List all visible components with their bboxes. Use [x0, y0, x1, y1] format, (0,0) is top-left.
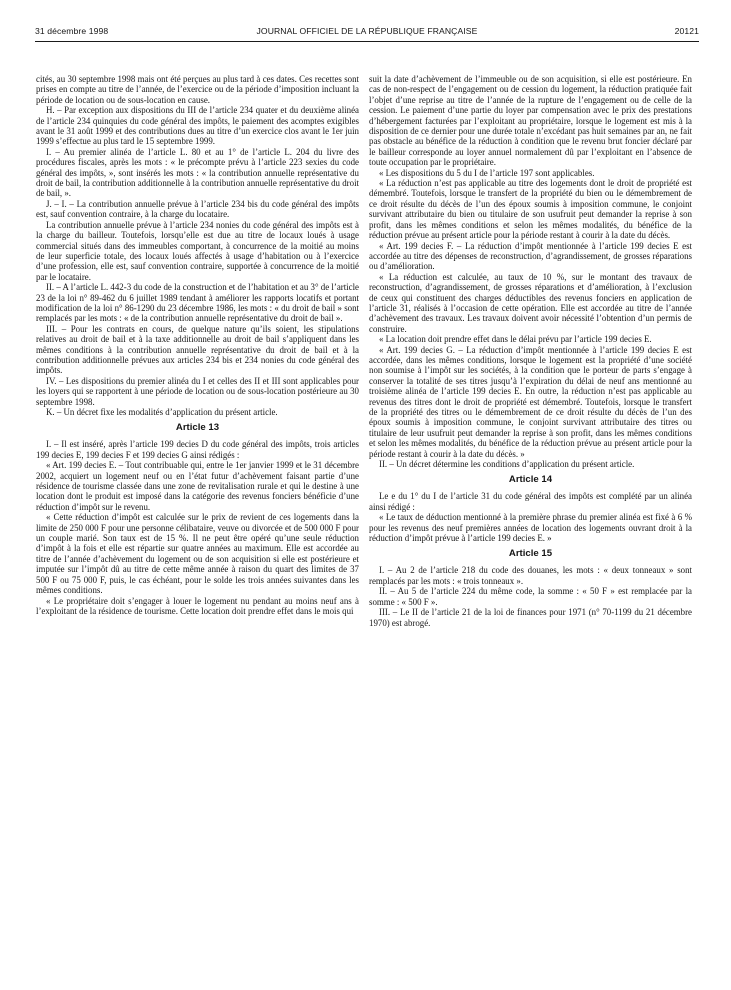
- paragraph: « Les dispositions du 5 du I de l’article 197 sont applicables.: [379, 167, 595, 178]
- page-number: 20121: [674, 26, 699, 36]
- paragraph: I. – Il est inséré, après l’article 199 decies D du code général des impôts, trois articles 199 decies E, 199 decies F et 199 decies G ainsi rédigés :: [36, 439, 359, 460]
- paragraph: « Le taux de déduction mentionné à la première phrase du premier alinéa est fixé à 6 % pour les revenus des neuf premières années de location des logements ouvrant droit à la réduction d’impôt prévue à l’article 199 decies E. »: [369, 512, 692, 544]
- paragraph: La contribution annuelle prévue à l’article 234 nonies du code général des impôts est à la charge du bailleur. Toutefois, lorsqu’elle est due au titre de locaux loués à usage commercial situés dans des immeubles comportant, à concurrence de la moitié au moins de leur superficie totale, des locaux loués affectés à usage d’habitation ou à l’exercice d’une profession, elle est, sauf convention contraire, supportée à concurrence de la moitié par le locataire.: [36, 219, 359, 282]
- header-date: 31 décembre 1998: [35, 26, 109, 36]
- paragraph: II. – A l’article L. 442-3 du code de la construction et de l’habitation et au 3° de l’article 23 de la loi n° 89-462 du 6 juillet 1989 tendant à améliorer les rapports locatifs et portant modification de la loi n° 86-1290 du 23 décembre 1986, les mots : « du droit de bail » sont remplacés par les mots : « de la contribution annuelle représentative du droit de bail ».: [36, 282, 359, 324]
- paragraph: J. – I. – La contribution annuelle prévue à l’article 234 bis du code général des impôts est, sauf convention contraire, à la charge du locataire.: [36, 198, 359, 220]
- paragraph: suit la date d’achèvement de l’immeuble ou de son acquisition, si elle est postérieure. En cas de non-respect de l’engagement ou de cession du logement, la réduction pratiquée fait l’objet d’une reprise au titre de l’année de la rupture de l’engagement ou de celle de la cession. Le paiement d’une partie du loyer par compensation avec le prix des prestations d’hébergement facturées par l’exploitant au propriétaire, lorsque le logement est mis à la disposition de ce dernier pour une durée totale n’excédant pas huit semaines par an, ne fait pas obstacle au bénéfice de la réduction à condition que le revenu brut foncier déclaré par le bailleur corresponde au loyer annuel normalement dû par l’exploitant en l’absence de toute occupation par le propriétaire.: [369, 74, 692, 168]
- paragraph: « Cette réduction d’impôt est calculée sur le prix de revient de ces logements dans la limite de 250 000 F pour une personne célibataire, veuve ou divorcée et de 500 000 F pour un couple marié. Son taux est de 15 %. Il ne peut être opéré qu’une seule réduction d’impôt à la fois et elle est répartie sur quatre années au maximum. Elle est accordée au titre de l’année d’achèvement du logement ou de son acquisition si elle est postérieure et imputée sur l’impôt dû au titre de cette même année à raison du quart des limites de 37 500 F ou 75 000 F, puis, le cas échéant, pour le solde les trois années suivantes dans les mêmes conditions.: [36, 512, 359, 596]
- left-column: [36, 74, 359, 616]
- paragraph: cités, au 30 septembre 1998 mais ont été perçues au plus tard à ces dates. Ces recettes sont prises en compte au titre de l’année, de l’exercice ou de la période d’imposition incluant la période de location ou de sous-location en cause.: [36, 74, 359, 105]
- paragraph: « La réduction est calculée, au taux de 10 %, sur le montant des travaux de reconstruction, d’agrandissement, de grosses réparations et d’amélioration, à l’exclusion de ceux qui constituent des charges déductibles des revenus fonciers en application de l’article 31, réalisés à l’occasion de cette opération. Elle est accordée au titre de l’année d’achèvement des travaux. Les travaux doivent avoir nécessité l’obtention d’un permis de construire.: [369, 271, 692, 334]
- paragraph: II. – Un décret détermine les conditions d’application du présent article.: [379, 459, 635, 470]
- article-13-heading: Article 13: [175, 422, 220, 434]
- paragraph: H. – Par exception aux dispositions du III de l’article 234 quater et du deuxième alinéa de l’article 234 quinquies du code général des impôts, le paiement des acomptes exigibles avant le 31 août 1999 et des contributions dues au titre d’un exercice clos avant le 1er juin 1999 s’effectue au plus tard le 15 septembre 1999.: [36, 105, 359, 147]
- paragraph: « La réduction n’est pas applicable au titre des logements dont le droit de propriété est démembré. Toutefois, lorsque le transfert de la propriété du bien ou le démembrement de ce droit résulte du décès de l’un des époux soumis à imposition commune, le conjoint survivant attributaire du bien ou titulaire de son usufruit peut demander la reprise à son profit, dans les mêmes conditions et selon les mêmes modalités, du bénéfice de la réduction prévue au présent article pour la période restant à courir à la date du décès.: [369, 178, 692, 241]
- paragraph: K. – Un décret fixe les modalités d’application du présent article.: [46, 407, 278, 417]
- paragraph: « Art. 199 decies G. – La réduction d’impôt mentionnée à l’article 199 decies E est accordée, dans les mêmes conditions, lorsque le logement est la propriété d’une société non soumise à l’impôt sur les sociétés, à la condition que le porteur de parts s’engage à conserver la totalité de ses titres jusqu’à l’expiration du délai de neuf ans mentionné au troisième alinéa de l’article 199 decies E. En outre, la réduction n’est pas applicable au revenus des titres dont le droit de propriété est démembré. Toutefois, lorsque le transfert de la propriété des titres ou le démembrement de ce droit résulte du décès de l’un des époux soumis à imposition commune, le conjoint survivant attributaire des titres ou titulaire de leur usufruit peut demander la reprise à son profit, dans les mêmes conditions et selon les mêmes modalités, du bénéfice de la réduction prévue au présent article pour la période restant à courir à la date du décès. »: [369, 344, 692, 459]
- running-header: [35, 26, 699, 40]
- article-15-heading: Article 15: [508, 548, 553, 560]
- right-column: [369, 74, 692, 628]
- paragraph: III. – Pour les contrats en cours, de quelque nature qu’ils soient, les stipulations relatives au droit de bail et à la taxe additionnelle au droit de bail s’appliquent dans les mêmes conditions à la contribution annuelle représentative du droit de bail et à la contribution additionnelle prévues aux articles 234 bis et 234 nonies du code général des impôts.: [36, 323, 359, 376]
- paragraph: « Le propriétaire doit s’engager à louer le logement nu pendant au moins neuf ans à l’exploitant de la résidence de tourisme. Cette location doit prendre effet dans le mois qui: [36, 595, 359, 616]
- article-14-heading: Article 14: [508, 474, 553, 486]
- journal-title: JOURNAL OFFICIEL DE LA RÉPUBLIQUE FRANÇAISE: [256, 26, 478, 36]
- header-rule: [35, 41, 699, 42]
- paragraph: « La location doit prendre effet dans le délai prévu par l’article 199 decies E.: [379, 334, 652, 345]
- paragraph: I. – Au 2 de l’article 218 du code des douanes, les mots : « deux tonneaux » sont remplacés par les mots : « trois tonneaux ».: [369, 565, 692, 586]
- paragraph: Le e du 1° du I de l’article 31 du code général des impôts est complété par un alinéa ainsi rédigé :: [369, 491, 692, 512]
- paragraph: « Art. 199 decies F. – La réduction d’impôt mentionnée à l’article 199 decies E est accordée au titre des dépenses de reconstruction, d’agrandissement, de grosses réparations ou d’amélioration.: [369, 240, 692, 272]
- paragraph: I. – Au premier alinéa de l’article L. 80 et au 1° de l’article L. 204 du livre des procédures fiscales, après les mots : « le précompte prévu à l’article 223 sexies du code général des impôts, », sont insérés les mots : « la contribution annuelle représentative du droit de bail, la contribution additionnelle à la contribution annuelle représentative du droit de bail, ».: [36, 146, 359, 199]
- paragraph: II. – Au 5 de l’article 224 du même code, la somme : « 50 F » est remplacée par la somme : « 500 F ».: [369, 586, 692, 607]
- paragraph: « Art. 199 decies E. – Tout contribuable qui, entre le 1er janvier 1999 et le 31 décembre 2002, acquiert un logement neuf ou en l’état futur d’achèvement faisant partie d’une résidence de tourisme classée dans une zone de revitalisation rurale et qui le destine à une location dont le produit est imposé dans la catégorie des revenus fonciers bénéficie d’une réduction d’impôt sur le revenu.: [36, 460, 359, 512]
- paragraph: III. – Le II de l’article 21 de la loi de finances pour 1971 (n° 70-1199 du 21 décembre 1970) est abrogé.: [369, 607, 692, 628]
- paragraph: IV. – Les dispositions du premier alinéa du I et celles des II et III sont applicables pour les loyers qui se rapportent à une période de location ou de sous-location postérieure au 30 septembre 1998.: [36, 375, 359, 407]
